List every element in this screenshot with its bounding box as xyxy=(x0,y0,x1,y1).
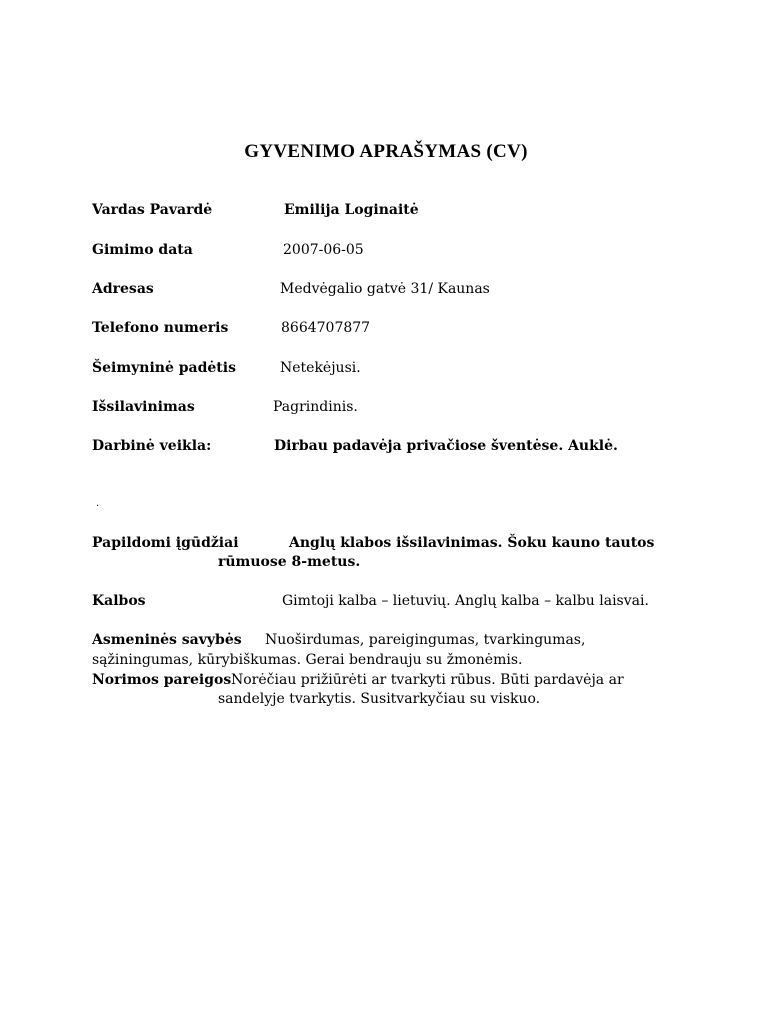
field-label-phone: Telefono numeris xyxy=(92,320,229,336)
languages-value: Gimtoji kalba – lietuvių. Anglų kalba – kalbu laisvai. xyxy=(282,593,649,609)
field-value-name: Emilija Loginaitė xyxy=(284,202,419,218)
field-value-work: Dirbau padavėja privačiose šventėse. Auklė. xyxy=(274,438,618,454)
document-title: GYVENIMO APRAŠYMAS (CV) xyxy=(244,141,528,162)
field-label-birthdate: Gimimo data xyxy=(92,242,193,258)
skills-line-1: Anglų klabos išsilavinimas. Šoku kauno tautos xyxy=(289,535,655,551)
field-value-education: Pagrindinis. xyxy=(273,399,358,415)
desired-line-2: sandelyje tvarkytis. Susitvarkyčiau su viskuo. xyxy=(218,691,541,707)
skills-label: Papildomi įgūdžiai xyxy=(92,535,239,551)
stray-mark: . xyxy=(96,498,100,509)
qualities-line-2: sąžiningumas, kūrybiškumas. Gerai bendrauju su žmonėmis. xyxy=(92,652,523,668)
field-value-birthdate: 2007-06-05 xyxy=(283,242,364,258)
qualities-line-1: Nuoširdumas, pareigingumas, tvarkingumas, xyxy=(265,632,586,648)
field-label-work: Darbinė veikla: xyxy=(92,438,212,454)
field-value-phone: 8664707877 xyxy=(281,320,371,336)
desired-line-1: Norėčiau prižiūrėti ar tvarkyti rūbus. Būti pardavėja ar xyxy=(231,672,624,688)
field-label-education: Išsilavinimas xyxy=(92,399,195,415)
qualities-label: Asmeninės savybės xyxy=(92,632,242,648)
skills-line-2: rūmuose 8-metus. xyxy=(218,554,361,570)
field-value-marital-status: Netekėjusi. xyxy=(280,360,361,376)
field-label-name: Vardas Pavardė xyxy=(92,202,213,218)
desired-label: Norimos pareigos xyxy=(92,672,232,688)
field-label-marital-status: Šeimyninė padėtis xyxy=(92,360,236,376)
field-value-address: Medvėgalio gatvė 31/ Kaunas xyxy=(280,281,490,297)
languages-label: Kalbos xyxy=(92,593,146,609)
field-label-address: Adresas xyxy=(92,281,154,297)
